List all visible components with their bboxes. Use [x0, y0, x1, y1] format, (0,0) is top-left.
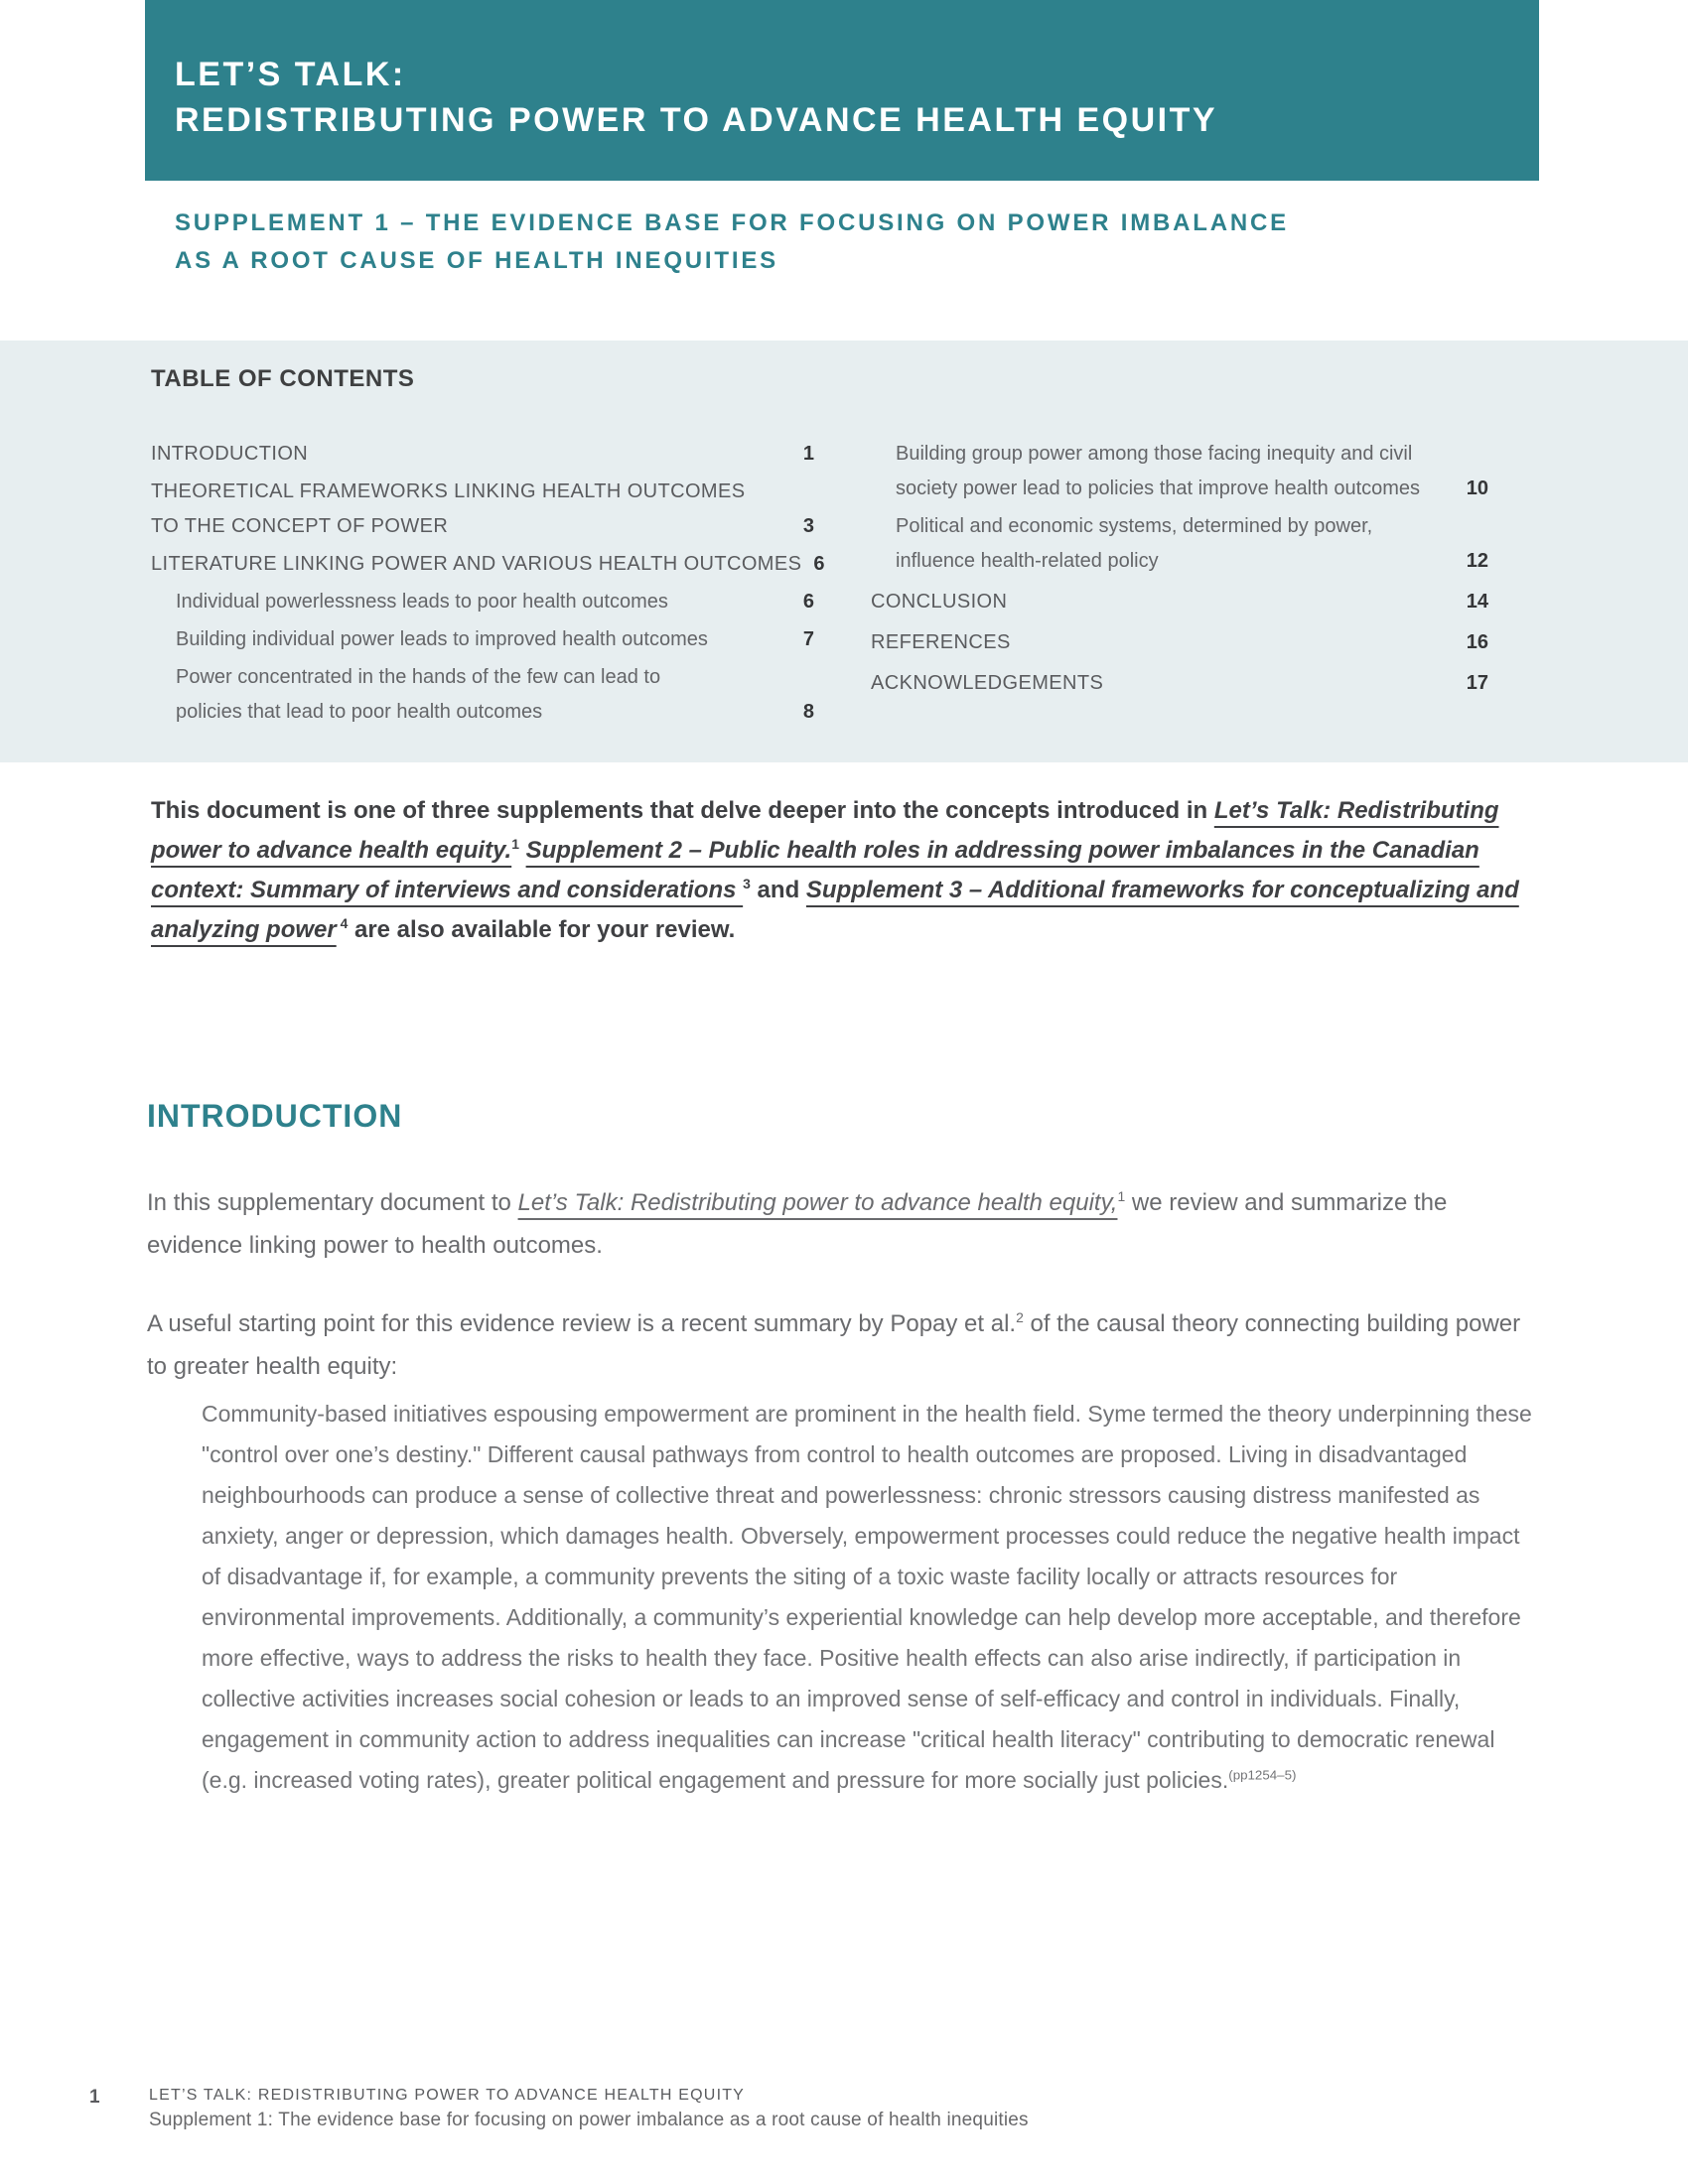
toc-entry-label: REFERENCES — [871, 631, 1011, 653]
toc-entry-label: INTRODUCTION — [151, 443, 309, 465]
toc-entry[interactable] — [871, 437, 1488, 506]
toc-entry[interactable] — [151, 547, 825, 582]
footer-page-number: 1 — [89, 2087, 100, 2108]
toc-page-number: 14 — [1466, 591, 1488, 613]
toc-entry[interactable] — [151, 660, 814, 730]
toc-page-number: 12 — [1466, 550, 1488, 572]
text-run: of the causal theory connecting building power to greater health equity: — [147, 1310, 1521, 1380]
page-title — [175, 52, 1217, 143]
reference-superscript: 1 — [511, 836, 519, 852]
toc-page-number: 7 — [802, 628, 814, 650]
toc-entry-label: Building group power among those facing inequity and civil society power lead to policies that improve health outcomes — [896, 443, 1421, 499]
toc-entry[interactable] — [151, 622, 814, 657]
supplement-title — [175, 205, 1289, 280]
toc-entry[interactable] — [871, 666, 1488, 701]
toc-entry[interactable] — [151, 437, 814, 472]
supplement-title-line2: AS A ROOT CAUSE OF HEALTH INEQUITIES — [175, 247, 778, 274]
title-banner — [145, 0, 1539, 181]
toc-entry[interactable] — [871, 585, 1488, 619]
page-title-line1: LET’S TALK: — [175, 56, 406, 93]
toc-page-number: 10 — [1466, 478, 1488, 499]
footer — [149, 2087, 1029, 2131]
doc-link[interactable]: Let’s Talk: Redistributing power to advance health equity, — [517, 1189, 1118, 1216]
toc-entry-label: Power concentrated in the hands of the few can lead to policies that lead to poor health outcomes — [176, 666, 661, 723]
supplements-note-paragraph — [151, 791, 1539, 950]
toc-entry[interactable] — [151, 585, 814, 619]
reference-superscript: 4 — [336, 915, 349, 931]
introduction-paragraph-2 — [147, 1302, 1537, 1388]
footer-supplement-subtitle: Supplement 1: The evidence base for focusing on power imbalance as a root cause of health inequities — [149, 2110, 1029, 2130]
toc-column-right — [871, 437, 1488, 704]
toc-heading: TABLE OF CONTENTS — [151, 365, 415, 392]
text-run — [519, 837, 526, 864]
text-run: we review and summarize the evidence linking power to health outcomes. — [147, 1189, 1448, 1259]
toc-page-number: 16 — [1466, 631, 1488, 653]
toc-entry[interactable] — [151, 475, 814, 544]
text-run: are also available for your review. — [348, 916, 736, 943]
toc-entry-label: CONCLUSION — [871, 591, 1008, 613]
toc-entry-label: LITERATURE LINKING POWER AND VARIOUS HEALTH OUTCOMES — [151, 553, 802, 575]
toc-page-number: 6 — [802, 591, 814, 613]
supplement-title-line1: SUPPLEMENT 1 – THE EVIDENCE BASE FOR FOCUSING ON POWER IMBALANCE — [175, 209, 1289, 236]
reference-superscript: 2 — [1016, 1309, 1024, 1325]
toc-entry[interactable] — [871, 509, 1488, 579]
reference-superscript: 1 — [1117, 1188, 1126, 1204]
toc-entry-label: Building individual power leads to improved health outcomes — [176, 628, 708, 650]
introduction-paragraph-1 — [147, 1181, 1537, 1267]
toc-page-number: 3 — [802, 515, 814, 537]
toc-page-number: 8 — [802, 701, 814, 723]
page-title-line2: REDISTRIBUTING POWER TO ADVANCE HEALTH EQUITY — [175, 101, 1218, 139]
introduction-heading: INTRODUCTION — [147, 1098, 403, 1134]
toc-page-number: 17 — [1466, 672, 1488, 694]
toc-entry-label: THEORETICAL FRAMEWORKS LINKING HEALTH OUTCOMES TO THE CONCEPT OF POWER — [151, 480, 746, 537]
table-of-contents-section — [0, 341, 1688, 762]
reference-superscript: 3 — [743, 876, 751, 891]
reference-superscript: (pp1254–5) — [1228, 1767, 1297, 1783]
toc-page-number: 6 — [813, 553, 825, 575]
toc-entry-label: Political and economic systems, determined by power, influence health-related policy — [896, 515, 1373, 572]
toc-entry-label: ACKNOWLEDGEMENTS — [871, 672, 1104, 694]
toc-page-number: 1 — [802, 443, 814, 465]
text-run: In this supplementary document to — [147, 1189, 518, 1216]
doc-link[interactable]: Let’s Talk: Redistributing power to advance health equity. — [151, 797, 1499, 864]
toc-entry[interactable] — [871, 625, 1488, 660]
footer-document-title: LET’S TALK: REDISTRIBUTING POWER TO ADVANCE HEALTH EQUITY — [149, 2087, 746, 2104]
toc-column-left — [151, 437, 825, 733]
text-run: A useful starting point for this evidence review is a recent summary by Popay et al. — [147, 1310, 1017, 1337]
doc-link[interactable]: Supplement 2 – Public health roles in addressing power imbalances in the Canadian context: Summary of interviews and considerations — [151, 837, 1479, 903]
popay-block-quote — [202, 1394, 1544, 1801]
toc-entry-label: Individual powerlessness leads to poor health outcomes — [176, 591, 668, 613]
text-run: and — [750, 877, 806, 903]
text-run: This document is one of three supplements that delve deeper into the concepts introduced in — [151, 797, 1214, 824]
text-run: Community-based initiatives espousing empowerment are prominent in the health field. Syme termed the theory underpinning these "control over one’s destiny." Different causal pathways from control to health outcomes are proposed. Living in disadvantaged neighbourhoods can produce a sense of collective threat and powerlessness: chronic stressors causing distress manifested as anxiety, anger or depression, which damages health. Obversely, empowerment processes could reduce the negative health impact of disadvantage if, for example, a community prevents the siting of a toxic waste facility locally or attracts resources for environmental improvements. Additionally, a community’s experiential knowledge can help develop more acceptable, and therefore more effective, ways to address the risks to health they face. Positive health effects can also arise indirectly, if participation in collective activities increases social cohesion or leads to an improved sense of self-efficacy and control in individuals. Finally, engagement in community action to address inequalities can increase "critical health literacy" contributing to democratic renewal (e.g. increased voting rates), greater political engagement and pressure for more socially just policies. — [202, 1401, 1532, 1793]
doc-link[interactable]: Supplement 3 – Additional frameworks for conceptualizing and analyzing power — [151, 877, 1519, 943]
